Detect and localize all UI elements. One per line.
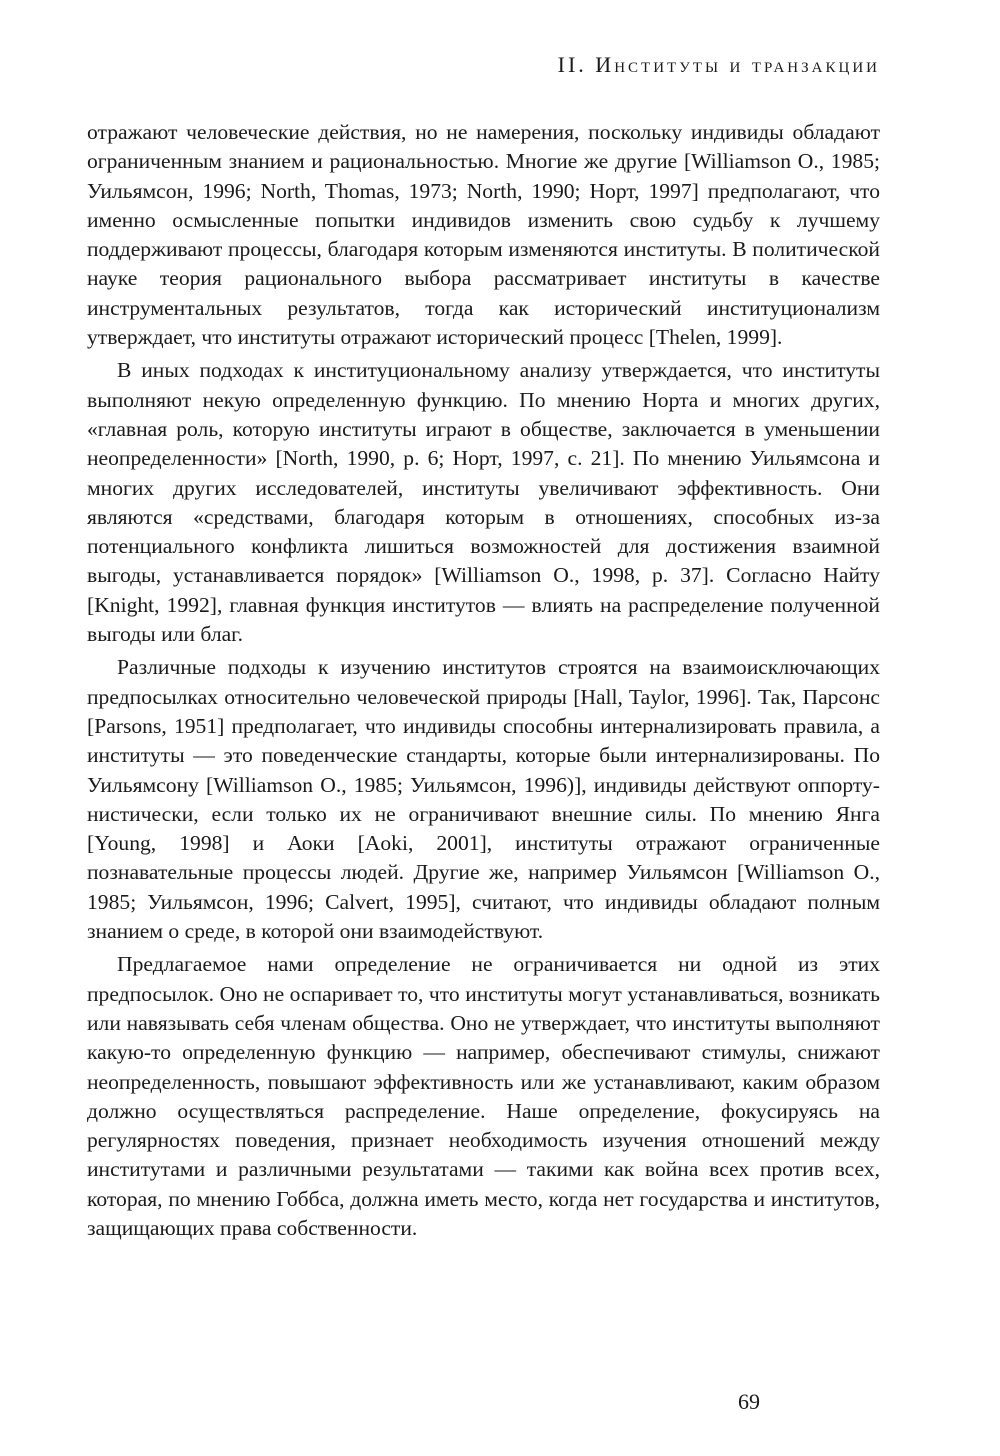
paragraph: В иных подходах к институциональному анализу утверждается, что институты выполняют некую определенную функцию. По мнению Норта и многих других, «главная роль, которую институты играют в обществе, заключается в уменьшении неопределенности» [North, 1990, p. 6; Норт, 1997, с. 21]. По мнению Уильямсона и многих других исследователей, институты увеличивают эффективность. Они являются «средствами, благодаря которым в отношениях, способных из-за потенциального конфликта лишиться возможностей для достижения взаимной выгоды, устанавливается порядок» [Williamson O., 1998, p. 37]. Согласно Найту [Knight, 1992], главная функция институтов — влиять на распределение полученной выгоды или благ. bbox=[87, 358, 880, 647]
body-text bbox=[87, 118, 880, 1243]
paragraph: Различные подходы к изучению институтов строятся на взаимоисключающих предпосылках относительно человеческой природы [Hall, Taylor, 1996]. Так, Парсонс [Parsons, 1951] предполагает, что индивиды способны интернализировать правила, а институты — это поведенческие стандарты, которые были интернализированы. По Уильямсону [Williamson O., 1985; Уильямсон, 1996)], индивиды действуют оппортунистически, если только их не ограничивают внешние силы. По мнению Янга [Young, 1998] и Аоки [Aoki, 2001], институты отражают ограниченные познавательные процессы людей. Другие же, например Уильямсон [Williamson O., 1985; Уильямсон, 1996; Calvert, 1995], считают, что индивиды обладают полным знанием о среде, в которой они взаимодействуют. bbox=[87, 655, 880, 944]
paragraph-continued: отражают человеческие действия, но не намерения, поскольку индивиды обладают ограниченным знанием и рациональностью. Многие же другие [Williamson O., 1985; Уильямсон, 1996; North, Thomas, 1973; North, 1990; Норт, 1997] предполагают, что именно осмысленные попытки индивидов изменить свою судьбу к лучшему поддерживают процессы, благодаря которым изменяются институты. В политической науке теория рационального выбора рассматривает институты в качестве инструментальных результатов, тогда как исторический институционализм утверждает, что институты отражают исторический процесс [Thelen, 1999]. bbox=[87, 120, 880, 350]
paragraph: Предлагаемое нами определение не ограничивается ни одной из этих предпосылок. Оно не оспаривает то, что институты могут устанавливаться, возникать или навязывать себя членам общества. Оно не утверждает, что институты выполняют какую-то определенную функцию — например, обеспечивают стимулы, снижают неопределенность, повышают эффективность или же устанавливают, каким образом должно осуществляться распределение. Наше определение, фокусируясь на регулярностях поведения, признает необходимость изучения отношений между институтами и различными результатами — такими как война всех против всех, которая, по мнению Гоббса, должна иметь место, когда нет государства и институтов, защищающих права собственности. bbox=[87, 952, 880, 1240]
page-number: 69 bbox=[738, 1389, 760, 1414]
running-header: II. Институты и транзакции bbox=[557, 52, 880, 77]
